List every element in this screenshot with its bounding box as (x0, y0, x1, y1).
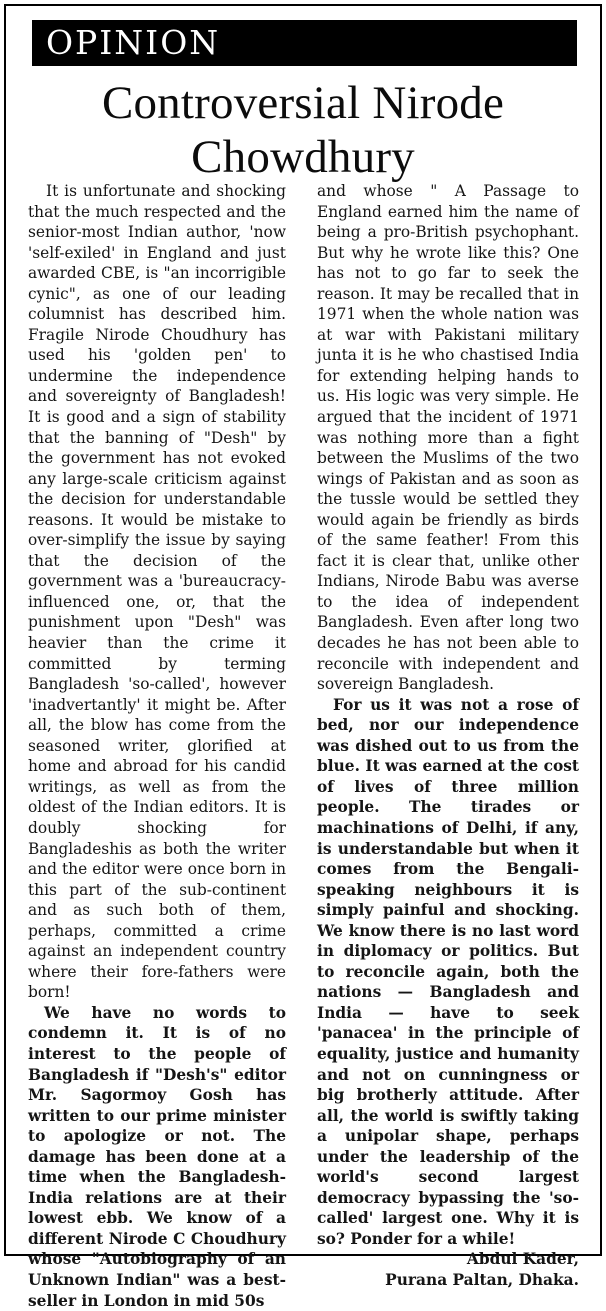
article-column-left (28, 181, 286, 1311)
article-paragraph: and whose " A Passage to England earned him the name of being a pro-British psychophant. But why he wrote like this? One has not to go far to seek the reason. It may be recalled that in 1971 when the whole nation was at war with Pakistani military junta it is he who chastised India for extending helping hands to us. His logic was very simple. He argued that the incident of 1971 was nothing more than a fight between the Muslims of the two wings of Pakistan and as soon as the tussle would be settled they would again be friendly as birds of the same feather! From this fact it is clear that, unlike other Indians, Nirode Babu was averse to the idea of independent Bangladesh. Even after long two decades he has not been able to reconcile with independent and sovereign Bangladesh. (317, 182, 579, 694)
signature-name: Abdul Kader, (466, 1250, 579, 1269)
article-paragraph: We have no words to condemn it. It is of no interest to the people of Bangladesh if "Desh's" editor Mr. Sagormoy Gosh has written to our prime minister to apologize or not. The damage has been done at a time when the Bangladesh-India relations are at their lowest ebb. We know of a different Nirode C Choudhury whose "Autobiography of an Unknown Indian" was a best-seller in London in mid 50s (28, 1003, 286, 1310)
article-paragraph: For us it was not a rose of bed, nor our independence was dished out to us from the blue. It was earned at the cost of lives of three million people. The tirades or machinations of Delhi, if any, is understandable but when it comes from the Bengali-speaking neighbours it is simply painful and shocking. We know there is no last word in diplomacy or politics. But to reconcile again, both the nations — Bangladesh and India — have to seek 'panacea' in the principle of equality, justice and humanity and not on cunningness or big brotherly attitude. After all, the world is swiftly taking a unipolar shape, perhaps under the leadership of the world's second largest democracy bypassing the 'so-called' largest one. Why it is so? Ponder for a while! (317, 695, 579, 1248)
article-paragraph: It is unfortunate and shocking that the much respected and the senior-most Indian author, 'now 'self-exiled' in England and just awarded CBE, is "an incorrigible cynic", as one of our leading columnist has described him. Fragile Nirode Choudhury has used his 'golden pen' to undermine the independence and sovereignty of Bangladesh! It is good and a sign of stability that the banning of "Desh" by the government has not evoked any large-scale criticism against the decision for understandable reasons. It would be mistake to over-simplify the issue by saying that the decision of the government was a 'bureaucracy-influenced one, or, that the punishment upon "Desh" was heavier than the crime it committed by terming Bangladesh 'so-called', however 'inadvertantly' it might be. After all, the blow has come from the seasoned writer, glorified at home and abroad for his candid writings, as well as from the oldest of the Indian editors. It is doubly shocking for Bangladeshis as both the writer and the editor were once born in this part of the sub-continent and as such both of them, perhaps, committed a crime against an independent country where their fore-fathers were born! (28, 182, 286, 1002)
signature-address: Purana Paltan, Dhaka. (385, 1270, 579, 1289)
section-label: OPINION (46, 23, 221, 62)
article-headline: Controversial Nirode Chowdhury (101, 77, 505, 183)
article-column-right (317, 181, 579, 1291)
section-banner (32, 20, 577, 66)
